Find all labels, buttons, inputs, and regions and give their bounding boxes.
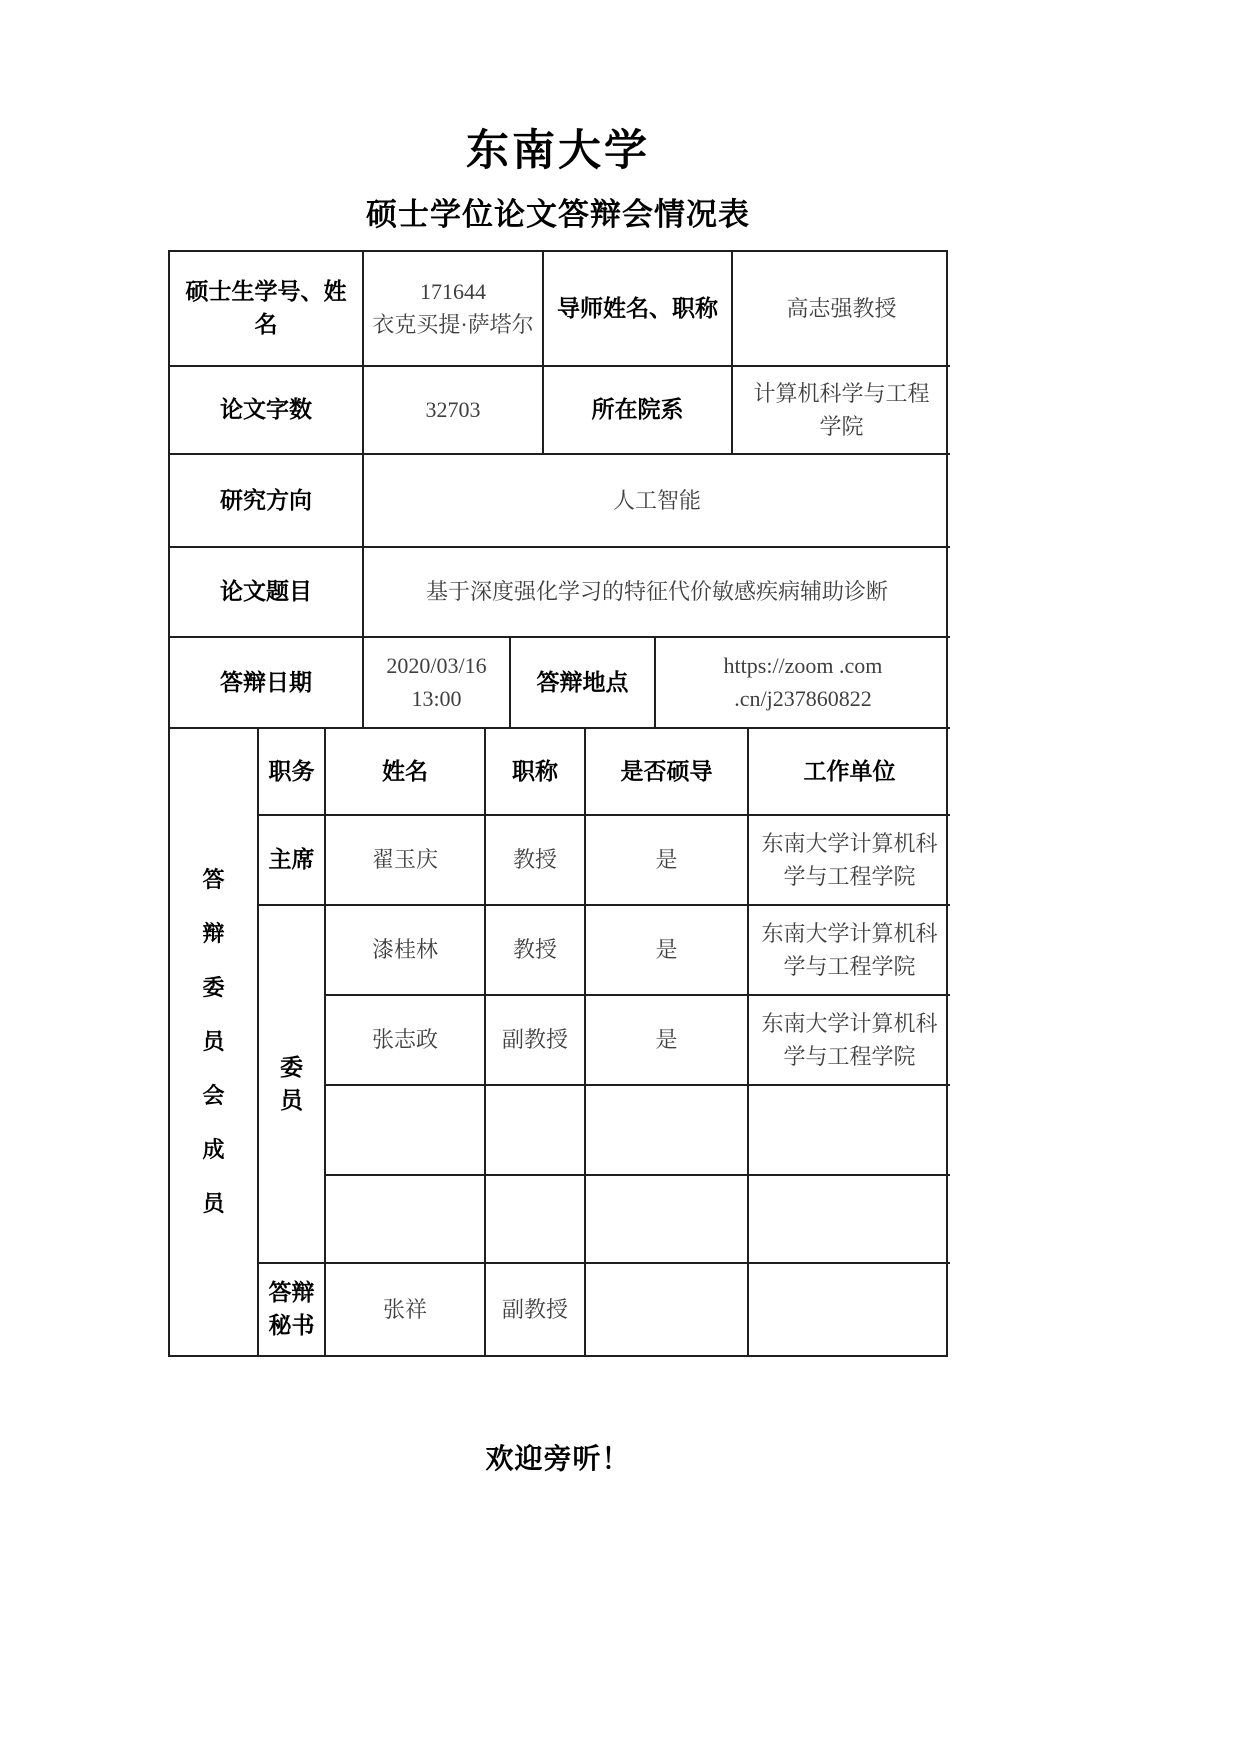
advisor-value: 高志强教授 <box>732 252 950 366</box>
thesis-label: 论文题目 <box>170 547 363 637</box>
welcome-note: 欢迎旁听！ <box>485 1443 631 1475</box>
thesis-value: 基于深度强化学习的特征代价敏感疾病辅助诊断 <box>363 547 950 637</box>
student-id-name-label: 硕士生学号、姓名 <box>170 252 363 366</box>
chair-role: 主席 <box>258 815 325 905</box>
table-row <box>170 252 950 366</box>
member-name: 漆桂林 <box>325 905 485 995</box>
secretary-title: 副教授 <box>485 1263 585 1355</box>
info-table-mid <box>170 455 950 638</box>
member-title: 教授 <box>485 905 585 995</box>
document <box>168 0 948 1477</box>
header-title: 职称 <box>485 729 585 815</box>
university-title: 东南大学 <box>466 128 650 175</box>
department-text: 计算机科学与工程学院 <box>753 380 930 439</box>
chair-affiliation: 东南大学计算机科学与工程学院 <box>748 815 950 905</box>
date-line2: 13:00 <box>411 686 462 712</box>
member-role-cell <box>258 905 325 1263</box>
member-affiliation <box>748 1175 950 1263</box>
committee-header-row <box>170 729 950 815</box>
member-title <box>485 1085 585 1175</box>
committee-section-cell <box>170 729 258 1355</box>
member-affiliation: 东南大学计算机科学与工程学院 <box>748 995 950 1085</box>
table-row <box>170 547 950 637</box>
wordcount-value: 32703 <box>363 366 543 454</box>
secretary-role: 答辩秘书 <box>258 1263 325 1355</box>
defense-info-table <box>168 250 948 1357</box>
date-label: 答辩日期 <box>170 638 363 728</box>
member-title <box>485 1175 585 1263</box>
info-table-date <box>170 638 950 729</box>
member-is-supervisor: 是 <box>585 905 748 995</box>
date-line1: 2020/03/16 <box>386 653 487 679</box>
secretary-name: 张祥 <box>325 1263 485 1355</box>
secretary-row <box>170 1263 950 1355</box>
table-row <box>170 638 950 728</box>
table-row <box>170 455 950 547</box>
member-title: 副教授 <box>485 995 585 1085</box>
table-row <box>170 366 950 454</box>
member-name <box>325 1175 485 1263</box>
research-value: 人工智能 <box>363 455 950 547</box>
committee-table <box>170 729 950 1355</box>
department-label: 所在院系 <box>543 366 732 454</box>
chair-is-supervisor: 是 <box>585 815 748 905</box>
member-affiliation: 东南大学计算机科学与工程学院 <box>748 905 950 995</box>
member-is-supervisor <box>585 1175 748 1263</box>
header-name: 姓名 <box>325 729 485 815</box>
date-value <box>363 638 510 728</box>
form-title: 硕士学位论文答辩会情况表 <box>366 196 750 232</box>
secretary-is-supervisor <box>585 1263 748 1355</box>
committee-section-label: 答辩委员会成员 <box>202 867 225 1216</box>
member-name <box>325 1085 485 1175</box>
member-role-label: 委员 <box>279 1053 303 1113</box>
header-affiliation: 工作单位 <box>748 729 950 815</box>
venue-value: https://zoom .com .cn/j237860822 <box>655 638 950 728</box>
venue-label: 答辩地点 <box>510 638 655 728</box>
advisor-label: 导师姓名、职称 <box>543 252 732 366</box>
secretary-affiliation <box>748 1263 950 1355</box>
chair-title: 教授 <box>485 815 585 905</box>
chair-name: 翟玉庆 <box>325 815 485 905</box>
header-is-supervisor: 是否硕导 <box>585 729 748 815</box>
department-value <box>732 366 950 454</box>
header-role: 职务 <box>258 729 325 815</box>
research-label: 研究方向 <box>170 455 363 547</box>
member-affiliation <box>748 1085 950 1175</box>
info-table-top <box>170 252 950 455</box>
member-row <box>170 905 950 995</box>
member-is-supervisor: 是 <box>585 995 748 1085</box>
chair-row <box>170 815 950 905</box>
student-id-name-cell <box>363 252 543 366</box>
wordcount-label: 论文字数 <box>170 366 363 454</box>
student-name: 衣克买提·萨塔尔 <box>372 312 534 338</box>
student-id: 171644 <box>420 279 486 305</box>
member-is-supervisor <box>585 1085 748 1175</box>
member-name: 张志政 <box>325 995 485 1085</box>
